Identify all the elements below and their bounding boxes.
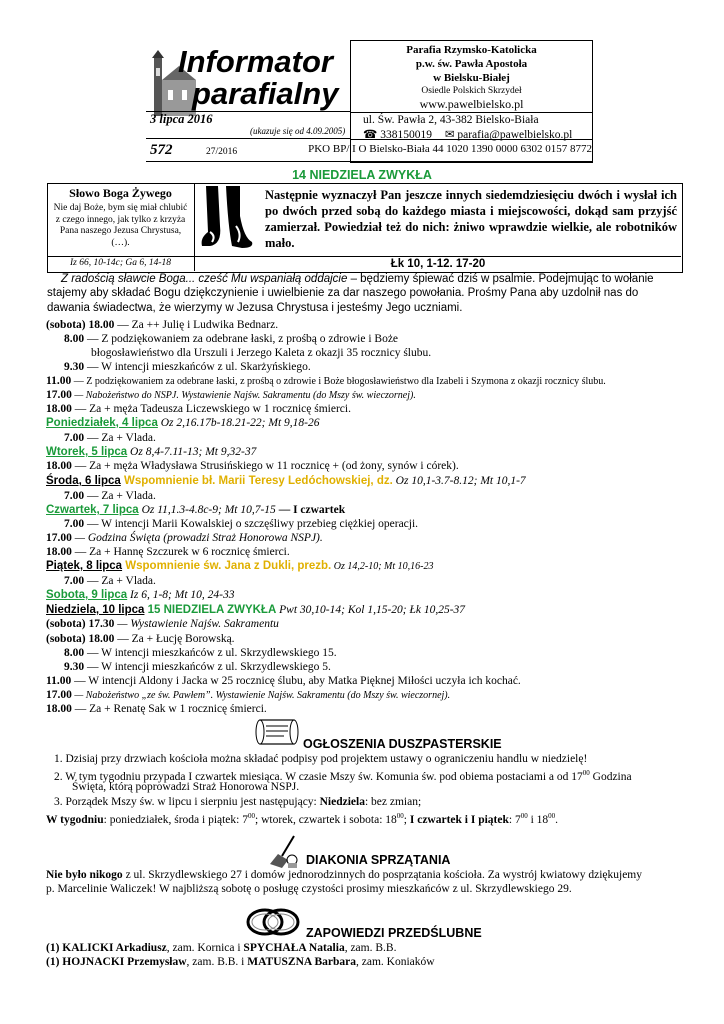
parish-name-4: Osiedle Polskich Skrzydeł xyxy=(421,86,522,96)
mass-entry: (sobota) 18.00 — Za + Łucję Borowską. xyxy=(46,633,235,645)
mass-entry: 18.00 — Za + męża Władysława Strusińskiego w 11 rocznicę + (od żony, synów i córek). xyxy=(46,460,459,472)
mass-entry: 8.00 — Z podziękowaniem za odebrane łaski, z prośbą o zdrowie i Boże xyxy=(64,333,399,345)
gospel-ref: Łk 10, 1-12. 17-20 xyxy=(390,258,486,270)
mass-entry: 18.00 — Za + męża Tadeusza Liczewskiego w 1 rocznicę śmierci. xyxy=(46,403,351,415)
announcement-item: 2. W tym tygodniu przypada I czwartek miesiąca. W czasie Mszy św. Komunia św. pod obiema postaciami a od $17^{00}$ Godzina xyxy=(54,769,632,783)
cleaning-text-cont: p. Marcelinie Waliczek! W najbliższą sobotę o posługę czystości prosimy mieszkańców z ul. Skrzydlewskiego 29. xyxy=(46,883,572,895)
day-saturday: Sobota, 9 lipca Iz 6, 1-8; Mt 10, 24-33 xyxy=(46,589,235,601)
cleaning-title: DIAKONIA SPRZĄTANIA xyxy=(306,853,451,867)
mass-entry: 18.00 — Za + Renatę Sak w 1 rocznicę śmierci. xyxy=(46,703,267,715)
title-line1: Informator xyxy=(178,44,333,79)
announcements-title: OGŁOSZENIA DUSZPASTERSKIE xyxy=(303,737,502,751)
mass-entry: 17.00 — Nabożeństwo do NSPJ. Wystawienie Najśw. Sakramentu (do Mszy św. wieczornej). xyxy=(46,389,416,401)
announcement-item: 1. Dzisiaj przy drzwiach kościoła można składać podpisy pod projektem ustawy o ograniczeniu handlu w niedzielę! xyxy=(54,753,588,765)
day-sunday: Niedziela, 10 lipca 15 NIEDZIELA ZWYKŁA Pwt 30,10-14; Kol 1,15-20; Łk 10,25-37 xyxy=(46,604,466,616)
title-line2: parafialny xyxy=(192,76,339,111)
mass-entry: 7.00 — W intencji Marii Kowalskiej o szczęśliwy przebieg ciężkiej operacji. xyxy=(64,518,419,530)
mass-entry: 8.00 — W intencji mieszkańców z ul. Skrzydlewskiego 15. xyxy=(64,647,337,659)
mass-entry: (sobota) 18.00 — Za ++ Julię i Ludwika Bednarz. xyxy=(46,319,279,331)
phone: 338150019 xyxy=(380,129,432,141)
sunday-title: 14 NIEDZIELA ZWYKŁA xyxy=(292,168,432,182)
since-note: (ukazuje się od 4.09.2005) xyxy=(250,126,346,136)
mass-entry: 17.00 — Nabożeństwo „ze św. Pawłem”. Wystawienie Najśw. Sakramentu (do Mszy św. wieczornej). xyxy=(46,689,451,701)
mass-entry: 18.00 — Za + Hannę Szczurek w 6 rocznicę śmierci. xyxy=(46,546,290,558)
issue-date: 3 lipca 2016 xyxy=(150,112,213,126)
email-icon: ✉ xyxy=(444,129,455,141)
parish-name-3: w Bielsku-Białej xyxy=(433,72,510,84)
mass-entry: 11.00 — W intencji Aldony i Jacka w 25 rocznicę ślubu, aby Matka Pięknej Miłości uczyła ich kochać. xyxy=(46,675,521,687)
announcement-item-cont: Święta, którą poprowadzi Straż Honorowa NSPJ. xyxy=(72,781,300,793)
word-box-text: Nie daj Boże, bym się miał chlubić z czego innego, jak tylko z krzyża Pana naszego Jezusa Chrystusa, (…). xyxy=(53,203,188,248)
intro-text-1: – będziemy śpiewać dziś w psalmie. Podejmując to wołanie xyxy=(347,273,654,285)
day-monday: Poniedziałek, 4 lipca Oz 2,16.17b-18.21-22; Mt 9,18-26 xyxy=(46,417,320,429)
banns-entry: (1) HOJNACKI Przemysław, zam. B.B. i MATUSZNA Barbara, zam. Koniaków xyxy=(46,956,435,968)
issue-number: 572 xyxy=(150,142,173,158)
mass-entry-cont: błogosławieństwo dla Urszuli i Jerzego Kaleta z okazji 35 rocznicy ślubu. xyxy=(91,347,432,359)
bank-account: PKO BP/ I O Bielsko-Biała 44 1020 1390 0000 6302 0157 8772 xyxy=(308,143,592,155)
intro-text-2: stajemy aby składać Bogu dziękczynienie i uwielbienie za dar naszego powołania. Prośmy Pana aby uzdolnił nas do xyxy=(47,287,639,299)
feet-walking-icon xyxy=(196,186,258,254)
scroll-icon xyxy=(254,716,300,750)
address: ul. Św. Pawła 2, 43-382 Bielsko-Biała xyxy=(363,114,539,126)
mass-entry: 9.30 — W intencji mieszkańców z ul. Skarżyńskiego. xyxy=(64,361,311,373)
wedding-rings-icon xyxy=(245,906,301,938)
mass-entry: 7.00 — Za + Vlada. xyxy=(64,575,156,587)
phone-icon: ☎ xyxy=(363,129,378,141)
day-friday: Piątek, 8 lipca Wspomnienie św. Jana z Dukli, prezb. Oz 14,2-10; Mt 10,16-23 xyxy=(46,560,434,572)
weekday-schedule: W tygodniu: poniedziałek, środa i piątek: $7^{00}$; wtorek, czwartek i sobota: $18^{00}$; I czwartek i I piątek: $7^{00}$ i $18^{00}$. xyxy=(46,812,559,826)
parish-info-box xyxy=(308,40,593,163)
mass-entry: 9.30 — W intencji mieszkańców z ul. Skrzydlewskiego 5. xyxy=(64,661,331,673)
gospel-text: Następnie wyznaczył Pan jeszcze innych siedemdziesięciu dwóch i wysłał ich po dwóch przed sobą do każdego miasta i miejscowości, dokąd sam przyjść zamierzał. Powiedział też do nich: żniwo wprawdzie wielkie, ale robotników mało. xyxy=(265,188,677,250)
parish-name-1: Parafia Rzymsko-Katolicka xyxy=(406,44,537,56)
website-link[interactable]: www.pawelbielsko.pl xyxy=(419,97,524,111)
intro-text-3: dawania świadectwa, że wierzymy w Jezusa Chrystusa i jesteśmy Jego uczniami. xyxy=(47,302,463,314)
word-box-title: Słowo Boga Żywego xyxy=(69,186,172,200)
day-wednesday: Środa, 6 lipca Wspomnienie bł. Marii Teresy Ledóchowskiej, dz. Oz 10,1-3.7-8.12; Mt 10,1-7 xyxy=(46,475,526,487)
mass-entry: 7.00 — Za + Vlada. xyxy=(64,432,156,444)
banns-title: ZAPOWIEDZI PRZEDŚLUBNE xyxy=(306,926,482,940)
broom-icon xyxy=(268,834,302,868)
day-tuesday: Wtorek, 5 lipca Oz 8,4-7.11-13; Mt 9,32-37 xyxy=(46,446,257,458)
mass-entry: 17.00 — Godzina Święta (prowadzi Straż Honorowa NSPJ). xyxy=(46,532,323,544)
cleaning-text: Nie było nikogo z ul. Skrzydlewskiego 27 i domów jednorodzinnych do posprzątania kościoła. Za wystrój kwiatowy dziękujemy xyxy=(46,869,642,881)
announcement-item: 3. Porządek Mszy św. w lipcu i sierpniu jest następujący: Niedziela: bez zmian; xyxy=(54,796,422,808)
word-box-readings: Iz 66, 10-14c; Ga 6, 14-18 xyxy=(69,258,172,268)
mass-entry: 11.00 — Z podziękowaniem za odebrane łaski, z prośbą o zdrowie i Boże błogosławieństwo dla Izabeli i Szymona z okazji rocznicy ślubu. xyxy=(46,375,606,387)
parish-name-2: p.w. św. Pawła Apostoła xyxy=(415,58,528,70)
mass-entry: (sobota) 17.30 — Wystawienie Najśw. Sakramentu xyxy=(46,618,279,630)
day-thursday: Czwartek, 7 lipca Oz 11,1.3-4.8c-9; Mt 10,7-15 — I czwartek xyxy=(46,504,346,516)
issue-code: 27/2016 xyxy=(206,147,238,157)
email-link[interactable]: parafia@pawelbielsko.pl xyxy=(457,129,573,141)
mass-entry: 7.00 — Za + Vlada. xyxy=(64,490,156,502)
banns-entry: (1) KALICKI Arkadiusz, zam. Kornica i SPYCHAŁA Natalia, zam. B.B. xyxy=(46,942,397,954)
intro-italic: Z radością sławcie Boga... cześć Mu wspaniałą oddajcie xyxy=(61,273,348,285)
